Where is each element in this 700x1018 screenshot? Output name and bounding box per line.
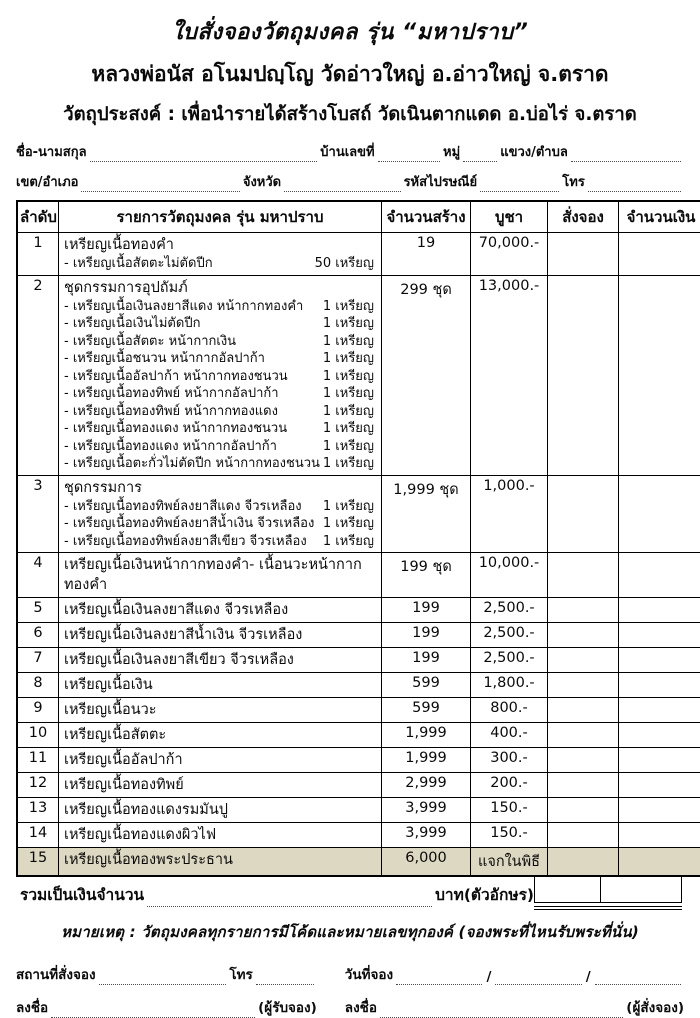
- amount-input-cell[interactable]: [619, 723, 700, 748]
- total-boxes: [534, 877, 682, 910]
- order-qty-input-cell[interactable]: [548, 233, 619, 276]
- receiver-role-label: (ผู้รับจอง): [258, 996, 317, 1018]
- moo-field[interactable]: [463, 148, 497, 162]
- date-year-field[interactable]: [595, 971, 681, 985]
- table-row: [17, 848, 700, 877]
- table-row: [17, 723, 700, 748]
- col-header-item: รายการวัตถุมงคล รุ่น มหาปราบ: [59, 201, 382, 233]
- order-qty-input-cell[interactable]: [548, 773, 619, 798]
- order-qty-input-cell[interactable]: [548, 798, 619, 823]
- table-row: [17, 233, 700, 276]
- sub-item-qty: 1 เหรียญ: [323, 420, 376, 438]
- price-value: 150.-: [471, 823, 548, 848]
- col-header-index: ลำดับ: [17, 201, 59, 233]
- sub-item: [64, 498, 376, 516]
- item-description: [59, 698, 382, 723]
- order-table: [16, 200, 700, 877]
- price-value: 800.-: [471, 698, 548, 723]
- table-row: [17, 475, 700, 553]
- total-amount-text-field[interactable]: [147, 891, 432, 907]
- foot-phone-label: โทร: [229, 963, 252, 985]
- row-number: 8: [17, 673, 59, 698]
- sub-item: [64, 315, 376, 333]
- price-value: 2,500.-: [471, 598, 548, 623]
- receiver-sign-line: [16, 996, 317, 1018]
- table-row: [17, 698, 700, 723]
- amount-input-cell[interactable]: [619, 698, 700, 723]
- sub-item-name: - เหรียญเนื้อชนวน หน้ากากอัลปาก้า: [64, 350, 265, 368]
- amount-input-cell[interactable]: [619, 823, 700, 848]
- amount-input-cell[interactable]: [619, 798, 700, 823]
- amount-input-cell[interactable]: [619, 748, 700, 773]
- sub-item: [64, 403, 376, 421]
- signature-area: [16, 952, 684, 1018]
- quantity-made: 1,999: [382, 723, 471, 748]
- item-description: [59, 823, 382, 848]
- amount-input-cell[interactable]: [619, 623, 700, 648]
- item-name: เหรียญเนื้อสัตตะ: [64, 725, 376, 745]
- sub-item-name: - เหรียญเนื้อตะกั่วไม่ตัดปีก หน้ากากทองชนวน: [64, 455, 320, 473]
- foot-phone-field[interactable]: [256, 971, 314, 985]
- row-number: 2: [17, 275, 59, 475]
- phone-field[interactable]: [588, 178, 681, 192]
- item-name: เหรียญเนื้ออัลปาก้า: [64, 750, 376, 770]
- table-row: [17, 773, 700, 798]
- price-value: 10,000.-: [471, 553, 548, 598]
- order-qty-input-cell[interactable]: [548, 673, 619, 698]
- sub-item-qty: 1 เหรียญ: [323, 385, 376, 403]
- quantity-made: 199 ชุด: [382, 553, 471, 598]
- sub-item-name: - เหรียญเนื้อเงินลงยาสีแดง หน้ากากทองคำ: [64, 298, 303, 316]
- table-row: [17, 553, 700, 598]
- item-name: เหรียญเนื้อทองแดงผิวไฟ: [64, 825, 376, 845]
- row-number: 1: [17, 233, 59, 276]
- col-header-amount: จำนวนเงิน: [619, 201, 700, 233]
- sub-item-name: - เหรียญเนื้อสัตตะไม่ตัดปีก: [64, 255, 213, 273]
- sub-item-name: - เหรียญเนื้อทองแดง หน้ากากทองชนวน: [64, 420, 287, 438]
- sub-item-qty: 1 เหรียญ: [323, 315, 376, 333]
- order-table-body: [17, 233, 700, 877]
- amount-input-cell[interactable]: [619, 598, 700, 623]
- date-day-field[interactable]: [396, 971, 482, 985]
- province-field[interactable]: [284, 178, 400, 192]
- house-no-field[interactable]: [378, 148, 440, 162]
- name-label: ชื่อ-นามสกุล: [16, 141, 87, 162]
- item-description: [59, 598, 382, 623]
- quantity-made: 199: [382, 648, 471, 673]
- phone-label: โทร: [562, 171, 585, 192]
- amount-input-cell[interactable]: [619, 648, 700, 673]
- footnote: หมายเหตุ : วัตถุมงคลทุกรายการมีโค้ดและหมายเลขทุกองค์ (จองพระที่ไหนรับพระที่นั่น): [16, 920, 684, 944]
- total-order-box[interactable]: [534, 877, 601, 903]
- postcode-label: รหัสไปรษณีย์: [404, 171, 478, 192]
- quantity-made: 299 ชุด: [382, 275, 471, 475]
- item-description: [59, 553, 382, 598]
- item-name: เหรียญเนื้อทองทิพย์: [64, 775, 376, 795]
- item-name: ชุดกรรมการ: [64, 478, 376, 498]
- price-value: 13,000.-: [471, 275, 548, 475]
- date-slash-1: /: [485, 969, 492, 985]
- item-name: เหรียญเนื้อทองพระประธาน: [64, 850, 376, 870]
- sub-item: [64, 385, 376, 403]
- amount-input-cell[interactable]: [619, 275, 700, 475]
- quantity-made: 3,999: [382, 798, 471, 823]
- sub-item-qty: 1 เหรียญ: [323, 350, 376, 368]
- amount-input-cell[interactable]: [619, 553, 700, 598]
- sub-item: [64, 298, 376, 316]
- orderer-sign-label: ลงชื่อ: [345, 996, 377, 1018]
- price-value: แจกในพิธี: [471, 848, 548, 877]
- order-qty-input-cell[interactable]: [548, 848, 619, 877]
- col-header-order: สั่งจอง: [548, 201, 619, 233]
- item-description: [59, 648, 382, 673]
- header-row: [17, 201, 700, 233]
- sub-item-qty: 1 เหรียญ: [323, 403, 376, 421]
- moo-label: หมู่: [443, 141, 460, 162]
- item-name: เหรียญเนื้อนวะ: [64, 700, 376, 720]
- table-row: [17, 748, 700, 773]
- order-qty-input-cell[interactable]: [548, 823, 619, 848]
- place-label: สถานที่สั่งจอง: [16, 963, 96, 985]
- item-description: [59, 773, 382, 798]
- sub-item: [64, 350, 376, 368]
- orderer-role-label: (ผู้สั่งจอง): [626, 996, 684, 1018]
- amount-input-cell[interactable]: [619, 773, 700, 798]
- sub-item-name: - เหรียญเนื้อสัตตะ หน้ากากเงิน: [64, 333, 236, 351]
- purpose-line: วัตถุประสงค์ : เพื่อนำรายได้สร้างโบสถ์ วัดเนินตากแดด อ.บ่อไร่ จ.ตราด: [16, 100, 684, 129]
- price-value: 1,000.-: [471, 475, 548, 553]
- sub-item: [64, 438, 376, 456]
- row-number: 11: [17, 748, 59, 773]
- item-name: เหรียญเนื้อทองแดงรมมันปู: [64, 800, 376, 820]
- district-field[interactable]: [81, 178, 239, 192]
- item-description: [59, 623, 382, 648]
- date-label: วันที่จอง: [345, 963, 393, 985]
- receiver-sign-label: ลงชื่อ: [16, 996, 48, 1018]
- item-name: ชุดกรรมการอุปถัมภ์: [64, 278, 376, 298]
- amount-input-cell[interactable]: [619, 233, 700, 276]
- sub-item-name: - เหรียญเนื้อทองทิพย์ หน้ากากทองแดง: [64, 403, 278, 421]
- quantity-made: 19: [382, 233, 471, 276]
- row-number: 10: [17, 723, 59, 748]
- amount-input-cell[interactable]: [619, 848, 700, 877]
- sub-item: [64, 255, 376, 273]
- order-qty-input-cell[interactable]: [548, 275, 619, 475]
- total-suffix-label: บาท(ตัวอักษร): [435, 882, 534, 907]
- sub-item-qty: 1 เหรียญ: [323, 455, 376, 473]
- postcode-field[interactable]: [480, 178, 559, 192]
- sub-item-qty: 1 เหรียญ: [323, 498, 376, 516]
- sub-item-name: - เหรียญเนื้อทองแดง หน้ากากอัลปาก้า: [64, 438, 277, 456]
- item-name: เหรียญเนื้อทองคำ: [64, 235, 376, 255]
- order-qty-input-cell[interactable]: [548, 648, 619, 673]
- sub-item: [64, 368, 376, 386]
- sub-item: [64, 420, 376, 438]
- sub-item-qty: 1 เหรียญ: [323, 333, 376, 351]
- orderer-sign-field[interactable]: [380, 1004, 623, 1018]
- total-row: [18, 877, 682, 910]
- date-month-field[interactable]: [495, 971, 581, 985]
- col-header-price: บูชา: [471, 201, 548, 233]
- amount-input-cell[interactable]: [619, 475, 700, 553]
- quantity-made: 1,999: [382, 748, 471, 773]
- quantity-made: 599: [382, 673, 471, 698]
- price-value: 70,000.-: [471, 233, 548, 276]
- total-label: รวมเป็นเงินจำนวน: [20, 882, 144, 907]
- orderer-column: [331, 952, 684, 1018]
- sub-item-name: - เหรียญเนื้อทองทิพย์ลงยาสีน้ำเงิน จีวรเหลือง: [64, 515, 314, 533]
- sub-item-qty: 1 เหรียญ: [323, 515, 376, 533]
- item-description: [59, 233, 382, 276]
- subdistrict-label: แขวง/ตำบล: [500, 141, 568, 162]
- quantity-made: 199: [382, 598, 471, 623]
- quantity-made: 2,999: [382, 773, 471, 798]
- item-description: [59, 275, 382, 475]
- item-name: เหรียญเนื้อเงินหน้ากากทองคำ- เนื้อนวะหน้ากากทองคำ: [64, 555, 376, 595]
- row-number: 4: [17, 553, 59, 598]
- temple-line: หลวงพ่อนัส อโนมปญฺโญ วัดอ่าวใหญ่ อ.อ่าวใหญ่ จ.ตราด: [16, 58, 684, 91]
- quantity-made: 599: [382, 698, 471, 723]
- row-number: 5: [17, 598, 59, 623]
- sub-item-name: - เหรียญเนื้อทองทิพย์ หน้ากากอัลปาก้า: [64, 385, 279, 403]
- row-number: 6: [17, 623, 59, 648]
- col-header-quantity: จำนวนสร้าง: [382, 201, 471, 233]
- price-value: 2,500.-: [471, 623, 548, 648]
- item-name: เหรียญเนื้อเงินลงยาสีเขียว จีวรเหลือง: [64, 650, 376, 670]
- row-number: 3: [17, 475, 59, 553]
- date-slash-2: /: [585, 969, 592, 985]
- place-line: [16, 963, 317, 985]
- sub-item: [64, 533, 376, 551]
- table-row: [17, 648, 700, 673]
- place-field[interactable]: [99, 971, 227, 985]
- quantity-made: 3,999: [382, 823, 471, 848]
- order-qty-input-cell[interactable]: [548, 598, 619, 623]
- quantity-made: 1,999 ชุด: [382, 475, 471, 553]
- page-title: ใบสั่งจองวัตถุมงคล รุ่น “มหาปราบ”: [16, 14, 684, 49]
- receiver-column: [16, 952, 331, 1018]
- price-value: 200.-: [471, 773, 548, 798]
- table-row: [17, 823, 700, 848]
- sub-item-name: - เหรียญเนื้อทองทิพย์ลงยาสีเขียว จีวรเหลือง: [64, 533, 307, 551]
- table-row: [17, 798, 700, 823]
- order-qty-input-cell[interactable]: [548, 553, 619, 598]
- house-no-label: บ้านเลขที่: [320, 141, 374, 162]
- quantity-made: 199: [382, 623, 471, 648]
- price-value: 2,500.-: [471, 648, 548, 673]
- row-number: 15: [17, 848, 59, 877]
- subdistrict-field[interactable]: [571, 148, 681, 162]
- order-qty-input-cell[interactable]: [548, 475, 619, 553]
- form-line-2: [16, 171, 684, 192]
- sub-item: [64, 333, 376, 351]
- item-name: เหรียญเนื้อเงินลงยาสีน้ำเงิน จีวรเหลือง: [64, 625, 376, 645]
- price-value: 1,800.-: [471, 673, 548, 698]
- sub-item-name: - เหรียญเนื้อเงินไม่ตัดปีก: [64, 315, 200, 333]
- order-qty-input-cell[interactable]: [548, 623, 619, 648]
- price-value: 400.-: [471, 723, 548, 748]
- name-field[interactable]: [90, 148, 318, 162]
- row-number: 13: [17, 798, 59, 823]
- sub-item: [64, 455, 376, 473]
- price-value: 150.-: [471, 798, 548, 823]
- order-qty-input-cell[interactable]: [548, 698, 619, 723]
- buyer-info-form: [16, 141, 684, 192]
- row-number: 7: [17, 648, 59, 673]
- item-description: [59, 723, 382, 748]
- item-description: [59, 848, 382, 877]
- table-row: [17, 623, 700, 648]
- quantity-made: 6,000: [382, 848, 471, 877]
- item-name: เหรียญเนื้อเงินลงยาสีแดง จีวรเหลือง: [64, 600, 376, 620]
- sub-item-name: - เหรียญเนื้อทองทิพย์ลงยาสีแดง จีวรเหลือง: [64, 498, 302, 516]
- sub-item-qty: 1 เหรียญ: [323, 368, 376, 386]
- date-line: [345, 963, 684, 985]
- price-value: 300.-: [471, 748, 548, 773]
- row-number: 9: [17, 698, 59, 723]
- table-row: [17, 275, 700, 475]
- sub-item-qty: 1 เหรียญ: [323, 533, 376, 551]
- order-qty-input-cell[interactable]: [548, 748, 619, 773]
- sub-item-name: - เหรียญเนื้ออัลปาก้า หน้ากากทองชนวน: [64, 368, 288, 386]
- item-description: [59, 748, 382, 773]
- district-label: เขต/อำเภอ: [16, 171, 78, 192]
- sub-item-qty: 1 เหรียญ: [323, 298, 376, 316]
- sub-item: [64, 515, 376, 533]
- row-number: 12: [17, 773, 59, 798]
- item-description: [59, 798, 382, 823]
- order-table-header: [17, 201, 700, 233]
- sub-item-qty: 1 เหรียญ: [323, 438, 376, 456]
- form-line-1: [16, 141, 684, 162]
- total-amount-box[interactable]: [601, 877, 682, 903]
- row-number: 14: [17, 823, 59, 848]
- order-qty-input-cell[interactable]: [548, 723, 619, 748]
- table-row: [17, 673, 700, 698]
- amount-input-cell[interactable]: [619, 673, 700, 698]
- item-name: เหรียญเนื้อเงิน: [64, 675, 376, 695]
- table-row: [17, 598, 700, 623]
- receiver-sign-field[interactable]: [51, 1004, 255, 1018]
- orderer-sign-line: [345, 996, 684, 1018]
- sub-item-qty: 50 เหรียญ: [315, 255, 376, 273]
- item-description: [59, 475, 382, 553]
- province-label: จังหวัด: [243, 171, 281, 192]
- item-description: [59, 673, 382, 698]
- total-line: [18, 877, 534, 910]
